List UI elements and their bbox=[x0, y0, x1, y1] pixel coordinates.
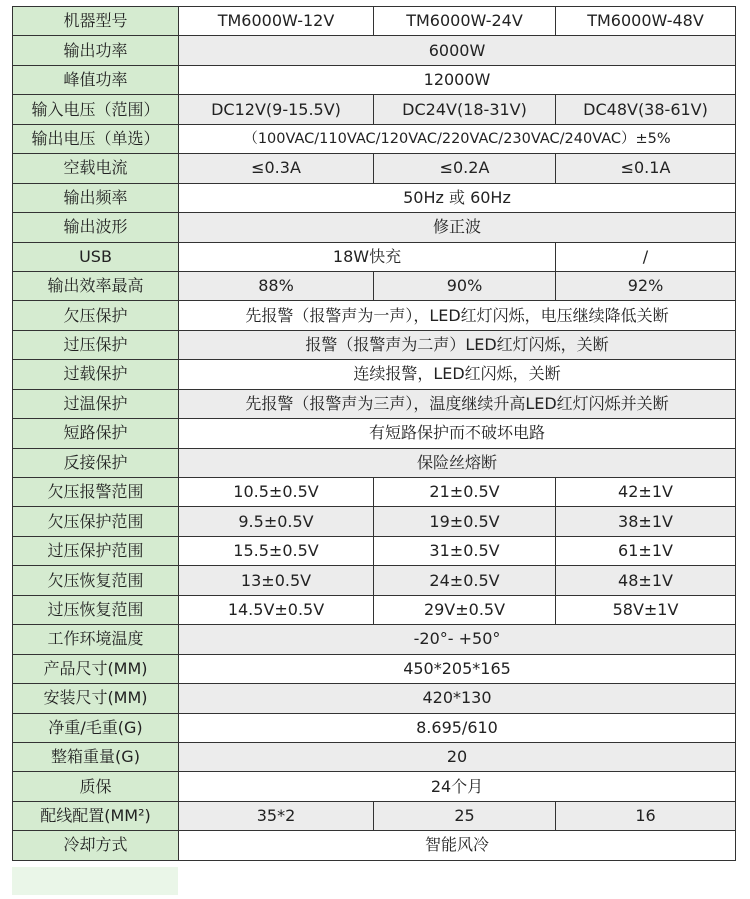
row-label: 过压恢复范围 bbox=[13, 595, 179, 624]
row-value: 16 bbox=[556, 801, 736, 830]
row-value: 31±0.5V bbox=[374, 536, 556, 565]
table-row bbox=[13, 595, 736, 624]
table-row bbox=[13, 65, 736, 94]
table-row bbox=[13, 831, 736, 860]
row-label: 产品尺寸(MM) bbox=[13, 654, 179, 683]
row-label: 过温保护 bbox=[13, 389, 179, 418]
table-row bbox=[13, 124, 736, 153]
row-value: 21±0.5V bbox=[374, 478, 556, 507]
row-label: 过压保护 bbox=[13, 330, 179, 359]
table-row bbox=[13, 419, 736, 448]
table-footer-shade bbox=[12, 867, 178, 895]
row-value: 38±1V bbox=[556, 507, 736, 536]
row-value: 9.5±0.5V bbox=[179, 507, 374, 536]
row-value: 15.5±0.5V bbox=[179, 536, 374, 565]
row-value: 保险丝熔断 bbox=[179, 448, 736, 477]
table-row bbox=[13, 478, 736, 507]
row-label: 反接保护 bbox=[13, 448, 179, 477]
row-value: 90% bbox=[374, 271, 556, 300]
row-value: 报警（报警声为二声）LED红灯闪烁，关断 bbox=[179, 330, 736, 359]
table-row bbox=[13, 242, 736, 271]
row-value: 连续报警，LED红闪烁，关断 bbox=[179, 360, 736, 389]
row-value: （100VAC/110VAC/120VAC/220VAC/230VAC/240VAC）±5% bbox=[179, 124, 736, 153]
row-value: ≤0.3A bbox=[179, 154, 374, 183]
table-row bbox=[13, 654, 736, 683]
row-value: 修正波 bbox=[179, 213, 736, 242]
row-label: 工作环境温度 bbox=[13, 625, 179, 654]
row-value: 92% bbox=[556, 271, 736, 300]
row-value: 42±1V bbox=[556, 478, 736, 507]
row-label: 机器型号 bbox=[13, 7, 179, 36]
row-value: 6000W bbox=[179, 36, 736, 65]
row-value: 智能风冷 bbox=[179, 831, 736, 860]
row-label: 峰值功率 bbox=[13, 65, 179, 94]
row-label: 净重/毛重(G) bbox=[13, 713, 179, 742]
row-label: 输出波形 bbox=[13, 213, 179, 242]
table-row bbox=[13, 301, 736, 330]
row-label: 质保 bbox=[13, 772, 179, 801]
row-label: 欠压保护范围 bbox=[13, 507, 179, 536]
table-row bbox=[13, 448, 736, 477]
table-row bbox=[13, 507, 736, 536]
row-value: 19±0.5V bbox=[374, 507, 556, 536]
row-label: 欠压保护 bbox=[13, 301, 179, 330]
row-label: 过压保护范围 bbox=[13, 536, 179, 565]
table-row bbox=[13, 36, 736, 65]
row-value: 24±0.5V bbox=[374, 566, 556, 595]
row-value: ≤0.2A bbox=[374, 154, 556, 183]
table-row bbox=[13, 684, 736, 713]
table-row bbox=[13, 566, 736, 595]
row-value: 14.5V±0.5V bbox=[179, 595, 374, 624]
row-value: 18W快充 bbox=[179, 242, 556, 271]
table-row bbox=[13, 801, 736, 830]
row-label: 输出频率 bbox=[13, 183, 179, 212]
row-value: 10.5±0.5V bbox=[179, 478, 374, 507]
row-value: DC12V(9-15.5V) bbox=[179, 95, 374, 124]
row-label: 欠压报警范围 bbox=[13, 478, 179, 507]
row-label: 输出效率最高 bbox=[13, 271, 179, 300]
row-value: DC48V(38-61V) bbox=[556, 95, 736, 124]
table-row bbox=[13, 330, 736, 359]
row-value: 20 bbox=[179, 742, 736, 771]
row-label: 过载保护 bbox=[13, 360, 179, 389]
table-row bbox=[13, 625, 736, 654]
row-value: DC24V(18-31V) bbox=[374, 95, 556, 124]
row-value: 58V±1V bbox=[556, 595, 736, 624]
row-value: 先报警（报警声为一声），LED红灯闪烁，电压继续降低关断 bbox=[179, 301, 736, 330]
row-label: 输出功率 bbox=[13, 36, 179, 65]
row-label: USB bbox=[13, 242, 179, 271]
row-value: TM6000W-48V bbox=[556, 7, 736, 36]
table-row bbox=[13, 213, 736, 242]
table-row bbox=[13, 772, 736, 801]
row-label: 空载电流 bbox=[13, 154, 179, 183]
row-label: 整箱重量(G) bbox=[13, 742, 179, 771]
row-label: 短路保护 bbox=[13, 419, 179, 448]
spec-table bbox=[12, 6, 736, 861]
row-label: 输入电压（范围） bbox=[13, 95, 179, 124]
row-value: 12000W bbox=[179, 65, 736, 94]
table-row bbox=[13, 271, 736, 300]
table-row bbox=[13, 360, 736, 389]
table-row bbox=[13, 7, 736, 36]
row-value: 35*2 bbox=[179, 801, 374, 830]
table-row bbox=[13, 154, 736, 183]
row-label: 安装尺寸(MM) bbox=[13, 684, 179, 713]
row-value: ≤0.1A bbox=[556, 154, 736, 183]
row-value: 88% bbox=[179, 271, 374, 300]
row-label: 欠压恢复范围 bbox=[13, 566, 179, 595]
spec-table-body bbox=[13, 7, 736, 861]
row-value: 有短路保护而不破坏电路 bbox=[179, 419, 736, 448]
row-value: / bbox=[556, 242, 736, 271]
row-value: 450*205*165 bbox=[179, 654, 736, 683]
table-row bbox=[13, 183, 736, 212]
row-label: 配线配置(MM²) bbox=[13, 801, 179, 830]
row-value: 13±0.5V bbox=[179, 566, 374, 595]
row-value: 50Hz 或 60Hz bbox=[179, 183, 736, 212]
row-value: 25 bbox=[374, 801, 556, 830]
row-value: TM6000W-24V bbox=[374, 7, 556, 36]
row-label: 冷却方式 bbox=[13, 831, 179, 860]
table-row bbox=[13, 389, 736, 418]
table-row bbox=[13, 95, 736, 124]
table-row bbox=[13, 742, 736, 771]
table-row bbox=[13, 713, 736, 742]
row-value: 48±1V bbox=[556, 566, 736, 595]
row-value: TM6000W-12V bbox=[179, 7, 374, 36]
row-value: 29V±0.5V bbox=[374, 595, 556, 624]
row-value: 8.695/610 bbox=[179, 713, 736, 742]
row-label: 输出电压（单选） bbox=[13, 124, 179, 153]
table-row bbox=[13, 536, 736, 565]
row-value: 61±1V bbox=[556, 536, 736, 565]
row-value: 24个月 bbox=[179, 772, 736, 801]
row-value: 先报警（报警声为三声），温度继续升高LED红灯闪烁并关断 bbox=[179, 389, 736, 418]
row-value: 420*130 bbox=[179, 684, 736, 713]
row-value: -20°- +50° bbox=[179, 625, 736, 654]
